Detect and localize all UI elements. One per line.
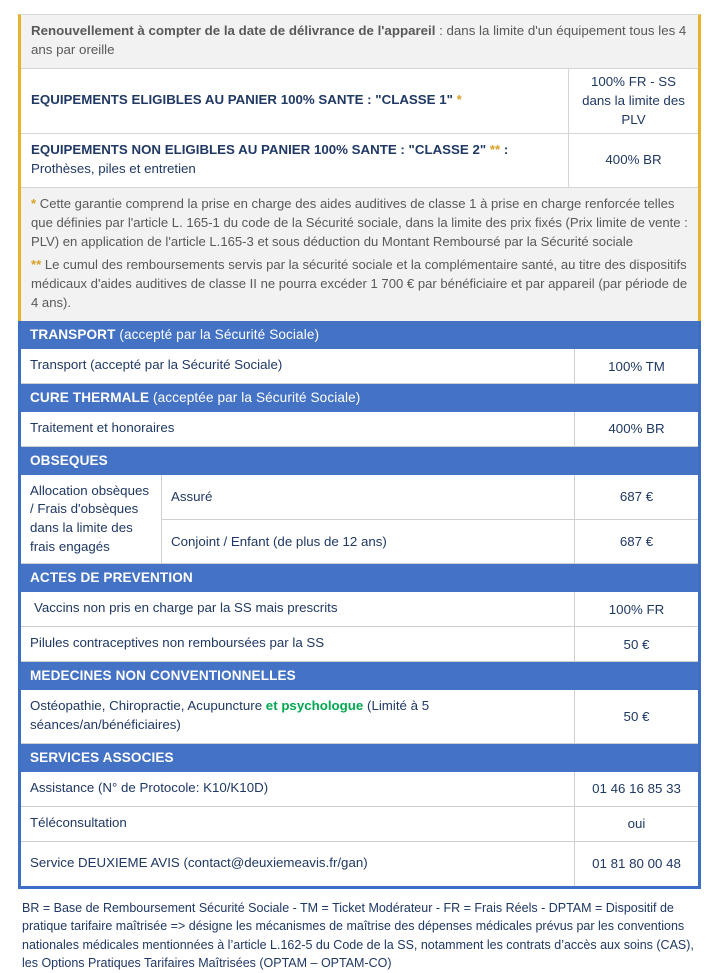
table-row bbox=[21, 627, 698, 662]
prevention-header-caps: ACTES DE PREVENTION bbox=[30, 570, 193, 586]
section-header-medecines-non-conventionnelles bbox=[21, 662, 698, 690]
services-row-value-0: 01 46 16 85 33 bbox=[574, 772, 698, 806]
obseques-header-caps: OBSEQUES bbox=[30, 452, 108, 468]
services-header-caps: SERVICES ASSOCIES bbox=[30, 749, 174, 765]
prevention-row-value-1: 50 € bbox=[574, 627, 698, 661]
medecines-label-b: (Limité à 5 séances/an/bénéficiaires) bbox=[30, 698, 430, 732]
table-row bbox=[162, 519, 698, 564]
class1-marker-icon: * bbox=[456, 92, 462, 108]
medecines-row-label bbox=[21, 690, 574, 743]
obseques-sub-name-1: Conjoint / Enfant (de plus de 12 ans) bbox=[171, 533, 387, 549]
class1-label: EQUIPEMENTS ELIGIBLES AU PANIER 100% SANTE : "CLASSE 1" bbox=[31, 92, 453, 108]
table-row bbox=[162, 475, 698, 519]
note-one-text: Cette garantie comprend la prise en charge des aides auditives de classe 1 à prise en charge renforcée telles que définies par l'article L. 165-1 du code de la Sécurité sociale, dans la limite des prix fixés (Prix limite de vente : PLV) en application de l'article L.165-3 et sous déduction du Montant Remboursé par la Sécurité sociale bbox=[31, 196, 688, 250]
prevention-row-label-0: Vaccins non pris en charge par la SS mais prescrits bbox=[34, 600, 338, 616]
note-two-marker-icon: ** bbox=[31, 257, 42, 273]
note-one-marker-icon: * bbox=[31, 196, 37, 212]
table-row bbox=[21, 475, 698, 564]
obseques-subtable bbox=[161, 475, 698, 563]
medecines-label-green: et psychologue bbox=[265, 698, 364, 714]
section-header-cure-thermale bbox=[21, 384, 698, 412]
hearing-notes bbox=[21, 188, 698, 321]
class2-value: 400% BR bbox=[568, 134, 698, 187]
class2-label: EQUIPEMENTS NON ELIGIBLES AU PANIER 100% SANTE : "CLASSE 2" bbox=[31, 142, 487, 158]
services-row-label-0: Assistance (N° de Protocole: K10/K10D) bbox=[30, 779, 269, 795]
renewal-rest: : dans la limite d'un équipement tous les 4 ans par oreille bbox=[31, 23, 687, 57]
cure-header-rest: (acceptée par la Sécurité Sociale) bbox=[149, 389, 361, 405]
section-header-obseques bbox=[21, 447, 698, 475]
note-one bbox=[21, 188, 698, 254]
services-row-label-1: Téléconsultation bbox=[30, 814, 127, 830]
class2-marker-icon: ** bbox=[489, 142, 501, 158]
prevention-row-label-1: Pilules contraceptives non remboursées par la SS bbox=[30, 635, 325, 651]
table-row bbox=[21, 349, 698, 384]
medecines-header-caps: MEDECINES NON CONVENTIONNELLES bbox=[30, 668, 296, 684]
class1-label-cell bbox=[21, 69, 568, 134]
hearing-aid-block bbox=[18, 14, 701, 321]
class2-row bbox=[21, 134, 698, 188]
obseques-row-label: Allocation obsèques / Frais d'obsèques dans la limite des frais engagés bbox=[30, 482, 150, 554]
obseques-sub-value-1: 687 € bbox=[574, 520, 698, 564]
services-row-label-2: Service DEUXIEME AVIS (contact@deuxiemeavis.fr/gan) bbox=[30, 854, 368, 870]
prevention-row-value-0: 100% FR bbox=[574, 592, 698, 626]
medecines-label-a: Ostéopathie, Chiropractie, Acupuncture bbox=[30, 698, 266, 714]
services-row-value-1: oui bbox=[574, 807, 698, 841]
class2-label-cell bbox=[21, 134, 568, 187]
note-two bbox=[21, 254, 698, 321]
table-row bbox=[21, 842, 698, 886]
class1-value: 100% FR - SS dans la limite des PLV bbox=[568, 69, 698, 134]
class2-label2: Prothèses, piles et entretien bbox=[31, 161, 196, 177]
renewal-row bbox=[21, 15, 698, 69]
section-header-actes-de-prevention bbox=[21, 564, 698, 592]
class2-suffix: : bbox=[500, 142, 509, 158]
obseques-sub-value-0: 687 € bbox=[574, 475, 698, 519]
obseques-sub-name-0: Assuré bbox=[171, 489, 213, 505]
renewal-lead: Renouvellement à compter de la date de délivrance de l'appareil bbox=[31, 23, 436, 38]
guarantees-table bbox=[18, 321, 701, 889]
note-two-text: Le cumul des remboursements servis par la sécurité sociale et la complémentaire santé, au titre des dispositifs médicaux d'aides auditives de classe II ne pourra excéder 1 700 € par bénéficiaire et par appareil (par période de 4 ans). bbox=[31, 257, 688, 311]
table-row bbox=[21, 807, 698, 842]
class1-row bbox=[21, 69, 698, 135]
cure-row-value: 400% BR bbox=[574, 412, 698, 446]
transport-header-caps: TRANSPORT bbox=[30, 327, 116, 343]
table-row bbox=[21, 412, 698, 447]
table-row bbox=[21, 592, 698, 627]
cure-row-label: Traitement et honoraires bbox=[30, 419, 175, 435]
section-header-transport bbox=[21, 321, 698, 349]
services-row-value-2: 01 81 80 00 48 bbox=[574, 842, 698, 886]
table-row bbox=[21, 772, 698, 807]
transport-row-value: 100% TM bbox=[574, 349, 698, 383]
cure-header-caps: CURE THERMALE bbox=[30, 389, 150, 405]
transport-header-rest: (accepté par la Sécurité Sociale) bbox=[115, 327, 320, 343]
transport-row-label: Transport (accepté par la Sécurité Sociale) bbox=[30, 357, 283, 373]
section-header-services-associes bbox=[21, 744, 698, 772]
medecines-row-value: 50 € bbox=[574, 690, 698, 743]
table-row bbox=[21, 690, 698, 744]
renewal-text bbox=[21, 15, 698, 68]
legend-text: BR = Base de Remboursement Sécurité Sociale - TM = Ticket Modérateur - FR = Frais Réels - DPTAM = Dispositif de pratique tarifaire maîtrisée => désigne les mécanismes de maîtrise des dépenses médicales prévus par les conventions nationales médicales mentionnées à l’article L.162-5 du Code de la SS, notamment les contrats d’accès aux soins (CAS), les Options Pratiques Tarifaires Maîtrisées (OPTAM – OPTAM-CO) bbox=[22, 900, 694, 971]
